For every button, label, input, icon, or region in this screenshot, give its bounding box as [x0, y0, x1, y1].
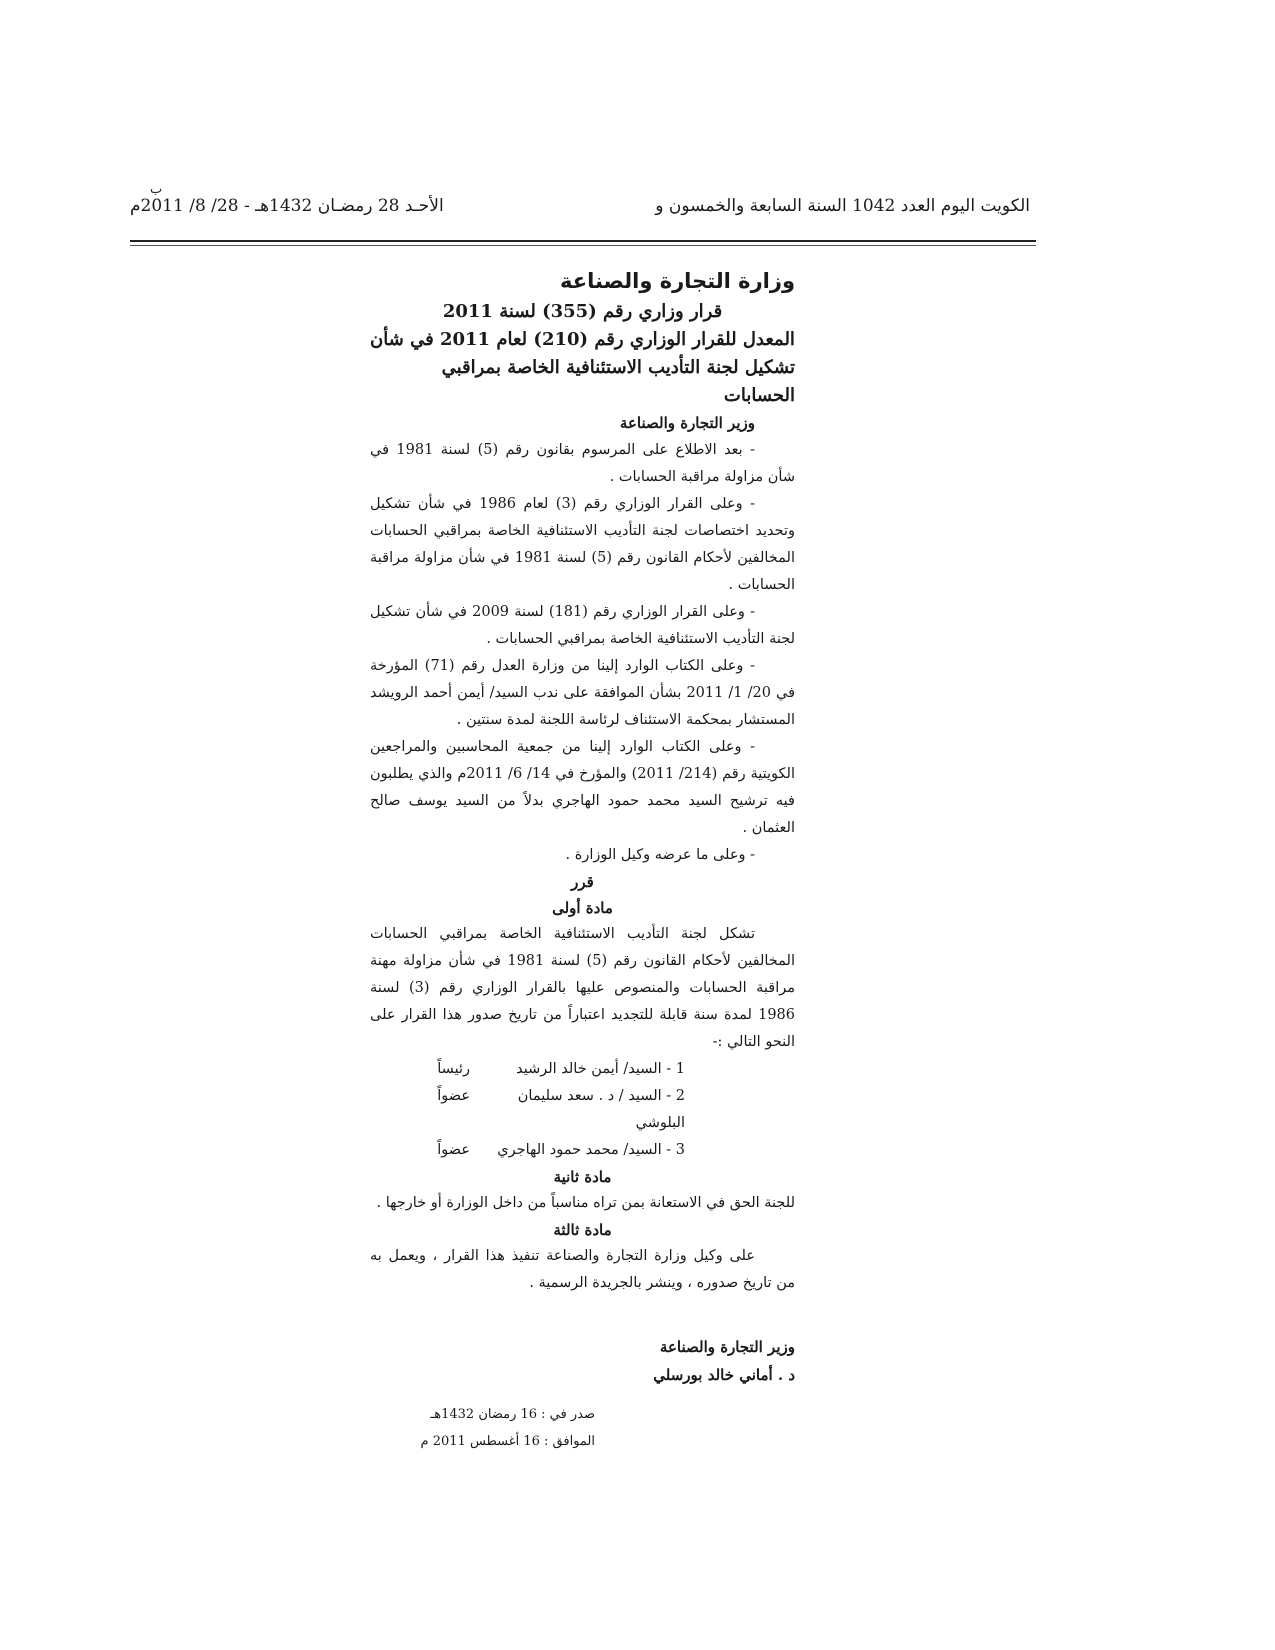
- article-1-text: تشكل لجنة التأديب الاستئنافية الخاصة بمراقبي الحسابات المخالفين لأحكام القانون رقم (5) لسنة 1981 في شأن مزاولة مهنة مراقبة الحسابات والمنصوص عليها بالقرار الوزاري رقم (3) لسنة 1986 لمدة سنة قابلة للتجديد اعتباراً من تاريخ صدور هذا القرار على النحو التالي :-: [370, 926, 795, 1050]
- gazette-date: الأحـد 28 رمضـان 1432هـ - 28/ 8/ 2011م: [130, 196, 444, 216]
- page-mark: ب: [150, 182, 163, 197]
- gazette-issue-info: الكويت اليوم العدد 1042 السنة السابعة والخمسون و: [655, 196, 1030, 216]
- header-rule-thick: [130, 240, 1036, 242]
- preamble-item: - وعلى القرار الوزاري رقم (3) لعام 1986 في شأن تشكيل وتحديد اختصاصات لجنة التأديب الاستئنافية الخاصة بمراقبي الحسابات المخالفين لأحكام القانون رقم (5) لسنة 1981 في شأن مزاولة مراقبة الحسابات .: [370, 496, 795, 593]
- member-name: 1 - السيد/ أيمن خالد الرشيد: [516, 1061, 685, 1077]
- member-role: رئيساً: [437, 1061, 470, 1077]
- issue-date-block: [370, 1401, 795, 1455]
- ministry-heading: وزارة التجارة والصناعة: [560, 269, 795, 293]
- gazette-header: [130, 196, 1030, 230]
- signature-block: [370, 1333, 795, 1389]
- member-name: 3 - السيد/ محمد حمود الهاجري: [497, 1142, 685, 1158]
- article-1-heading: مادة أولى: [552, 899, 613, 917]
- decree-title-line-3: تشكيل لجنة التأديب الاستئنافية الخاصة بمراقبي الحسابات: [441, 357, 795, 406]
- decree-title-line-2: المعدل للقرار الوزاري رقم (210) لعام 2011 في شأن: [370, 329, 795, 350]
- committee-member: [370, 1056, 795, 1083]
- committee-member: [370, 1137, 795, 1164]
- article-2-text: للجنة الحق في الاستعانة بمن تراه مناسباً من داخل الوزارة أو خارجها .: [376, 1195, 795, 1211]
- issue-date-hijri: صدر في : 16 رمضان 1432هـ: [430, 1407, 595, 1422]
- decided-heading: قرر: [571, 873, 594, 891]
- article-3-text: على وكيل وزارة التجارة والصناعة تنفيذ هذا القرار ، ويعمل به من تاريخ صدوره ، وينشر بالجريدة الرسمية .: [370, 1248, 795, 1291]
- preamble-item: - وعلى الكتاب الوارد إلينا من جمعية المحاسبين والمراجعين الكويتية رقم (214/ 2011) والمؤرخ في 14/ 6/ 2011م والذي يطلبون فيه ترشيح السيد محمد حمود الهاجري بدلاً من السيد يوسف صالح العثمان .: [370, 739, 796, 836]
- article-2-heading: مادة ثانية: [553, 1168, 612, 1186]
- signatory-name: د . أماني خالد بورسلي: [653, 1366, 795, 1384]
- header-rule-thin: [130, 245, 1036, 246]
- member-role: عضواً: [437, 1142, 470, 1158]
- signatory-title: وزير التجارة والصناعة: [659, 1338, 795, 1356]
- issue-date-gregorian: الموافق : 16 أغسطس 2011 م: [420, 1434, 595, 1449]
- preamble-item: - بعد الاطلاع على المرسوم بقانون رقم (5) لسنة 1981 في شأن مزاولة مراقبة الحسابات .: [370, 442, 795, 485]
- committee-member: [370, 1083, 795, 1137]
- decree-body: [370, 264, 795, 1455]
- member-role: عضواً: [437, 1088, 470, 1104]
- preamble-item: - وعلى ما عرضه وكيل الوزارة .: [565, 847, 755, 863]
- article-3-heading: مادة ثالثة: [553, 1221, 612, 1239]
- preamble-item: - وعلى القرار الوزاري رقم (181) لسنة 2009 في شأن تشكيل لجنة التأديب الاستئنافية الخاصة بمراقبي الحسابات .: [370, 604, 795, 647]
- minister-line: وزير التجارة والصناعة: [619, 414, 755, 432]
- preamble-item: - وعلى الكتاب الوارد إلينا من وزارة العدل رقم (71) المؤرخة في 20/ 1/ 2011 بشأن الموافقة على ندب السيد/ أيمن أحمد الرويشد المستشار بمحكمة الاستئناف لرئاسة اللجنة لمدة سنتين .: [370, 658, 796, 728]
- decree-title-line-1: قرار وزاري رقم (355) لسنة 2011: [442, 301, 723, 322]
- member-name: 2 - السيد / د . سعد سليمان البلوشي: [517, 1088, 685, 1131]
